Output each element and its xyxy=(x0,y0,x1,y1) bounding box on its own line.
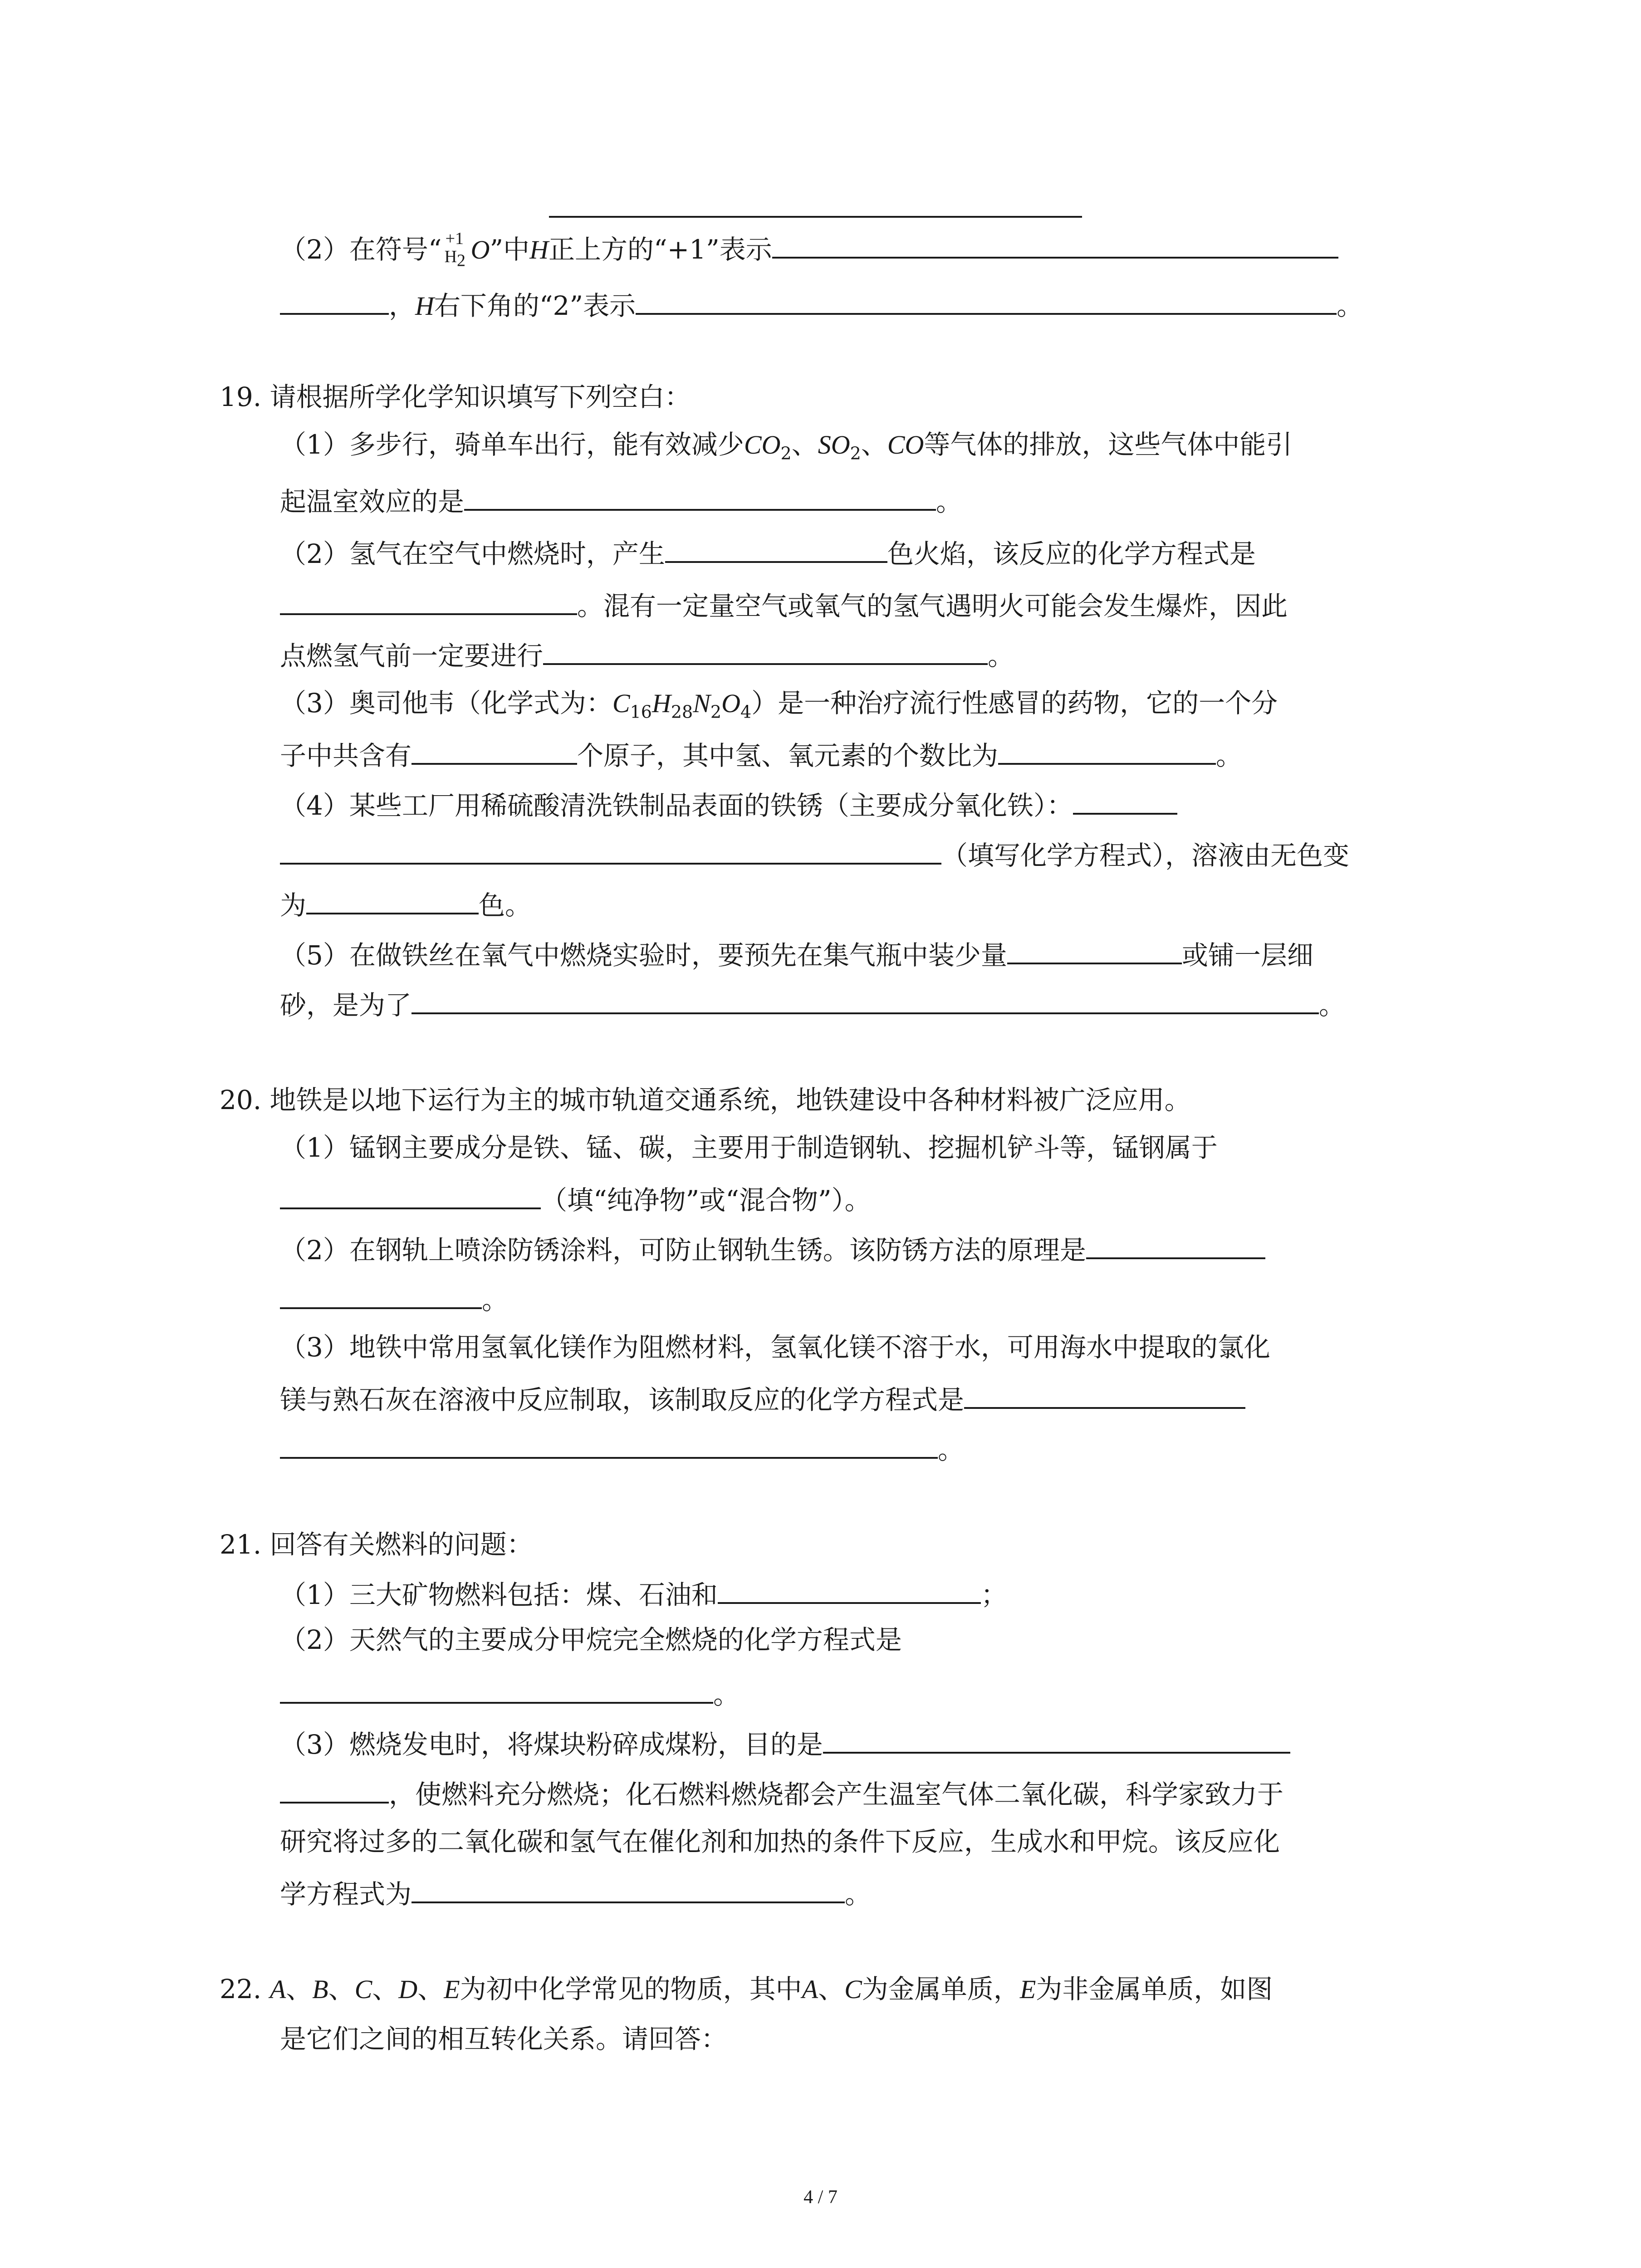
q20-2-line1: （2）在钢轨上喷涂防锈涂料，可防止钢轨生锈。该防锈方法的原理是 xyxy=(280,1229,1265,1266)
q18-2-line1: （2）在符号“ +1 $H_2$ O”中H正上方的“+1”表示 xyxy=(280,227,1338,263)
answer-blank[interactable] xyxy=(1086,1229,1265,1259)
answer-blank[interactable] xyxy=(1073,785,1177,815)
answer-blank[interactable] xyxy=(665,533,887,563)
answer-blank[interactable] xyxy=(280,585,577,615)
answer-blank[interactable] xyxy=(464,481,936,511)
q21-3-line1: （3）燃烧发电时，将煤块粉碎成煤粉，目的是 xyxy=(280,1724,1290,1760)
answer-blank[interactable] xyxy=(280,285,389,315)
answer-blank[interactable] xyxy=(280,1179,541,1209)
q19-5-line1: （5）在做铁丝在氧气中燃烧实验时，要预先在集气瓶中装少量 或铺一层细 xyxy=(280,934,1313,971)
answer-blank[interactable] xyxy=(964,1379,1245,1409)
q19-4-line2: （填写化学方程式），溶液由无色变 xyxy=(280,835,1349,871)
q21-3-line3: 研究将过多的二氧化碳和氢气在催化剂和加热的条件下反应，生成水和甲烷。该反应化 xyxy=(280,1826,1280,1857)
q19-1-line2: 起温室效应的是 。 xyxy=(280,481,962,517)
answer-blank[interactable] xyxy=(306,885,479,914)
q20-3-line2: 镁与熟石灰在溶液中反应制取，该制取反应的化学方程式是 xyxy=(280,1379,1245,1415)
q19-2-line2: 。混有一定量空气或氧气的氢气遇明火可能会发生爆炸，因此 xyxy=(280,585,1288,621)
answer-blank[interactable] xyxy=(549,216,1082,218)
q18-2-line2: ，H右下角的“2”表示 。 xyxy=(280,285,1363,321)
q22-line1: 22. A、B、C、D、E为初中化学常见的物质，其中A、C为金属单质，E为非金属单质，如图 xyxy=(220,1974,1273,2004)
q21-1: （1）三大矿物燃料包括：煤、石油和 ； xyxy=(280,1574,1007,1610)
q21-2-line2: 。 xyxy=(280,1674,740,1710)
answer-blank[interactable] xyxy=(280,1774,389,1804)
q22-line2: 是它们之间的相互转化关系。请回答： xyxy=(280,2024,728,2054)
answer-blank[interactable] xyxy=(411,984,1319,1014)
q19-4-line1: （4）某些工厂用稀硫酸清洗铁制品表面的铁锈（主要成分氧化铁）： xyxy=(280,785,1177,821)
answer-blank[interactable] xyxy=(823,1724,1290,1754)
oxidation-symbol: +1 $H_2$ xyxy=(444,229,466,270)
q19-1-line1: （1）多步行，骑单车出行，能有效减少$CO_2$、$SO_2$、CO等气体的排放，这些气体中能引 xyxy=(280,429,1293,464)
answer-blank[interactable] xyxy=(411,735,577,765)
answer-blank[interactable] xyxy=(718,1574,981,1604)
q19-2-line3: 点燃氢气前一定要进行 。 xyxy=(280,635,1014,671)
answer-blank[interactable] xyxy=(772,229,1338,259)
q20-2-line2: 。 xyxy=(280,1279,508,1315)
q19-title: 19. 请根据所学化学知识填写下列空白： xyxy=(220,381,691,412)
q21-3-line2: ，使燃料充分燃烧；化石燃料燃烧都会产生温室气体二氧化碳，科学家致力于 xyxy=(280,1774,1283,1810)
q21-2-line1: （2）天然气的主要成分甲烷完全燃烧的化学方程式是 xyxy=(280,1624,902,1655)
q19-4-line3: 为 色。 xyxy=(280,885,531,921)
answer-blank[interactable] xyxy=(1007,934,1182,964)
q20-1-line1: （1）锰钢主要成分是铁、锰、碳，主要用于制造钢轨、挖掘机铲斗等，锰钢属于 xyxy=(280,1132,1218,1163)
answer-blank[interactable] xyxy=(543,635,988,665)
q20-3-line3: 。 xyxy=(280,1429,964,1465)
answer-blank[interactable] xyxy=(411,1873,845,1903)
q19-5-line2: 砂，是为了 。 xyxy=(280,984,1345,1021)
answer-blank[interactable] xyxy=(280,1429,938,1459)
q19-3-line2: 子中共含有 个原子，其中氢、氧元素的个数比为 。 xyxy=(280,735,1242,771)
answer-blank[interactable] xyxy=(280,1279,482,1309)
answer-blank[interactable] xyxy=(998,735,1216,765)
page-number: 4 / 7 xyxy=(803,2187,838,2208)
q20-3-line1: （3）地铁中常用氢氧化镁作为阻燃材料，氢氧化镁不溶于水，可用海水中提取的氯化 xyxy=(280,1332,1270,1363)
q21-title: 21. 回答有关燃料的问题： xyxy=(220,1529,533,1560)
q20-1-line2: （填“纯净物”或“混合物”）。 xyxy=(280,1179,871,1216)
q19-3-line1: （3）奥司他韦（化学式为：$C_{16}H_{28}N_2O_4$）是一种治疗流行性感冒的药物，它的一个分 xyxy=(280,688,1278,722)
answer-blank[interactable] xyxy=(280,1674,713,1704)
q19-2-line1: （2）氢气在空气中燃烧时，产生 色火焰，该反应的化学方程式是 xyxy=(280,533,1256,569)
q20-title: 20. 地铁是以地下运行为主的城市轨道交通系统，地铁建设中各种材料被广泛应用。 xyxy=(220,1085,1191,1115)
answer-blank[interactable] xyxy=(636,285,1337,315)
q21-3-line4: 学方程式为 。 xyxy=(280,1873,871,1910)
answer-blank[interactable] xyxy=(280,835,941,865)
